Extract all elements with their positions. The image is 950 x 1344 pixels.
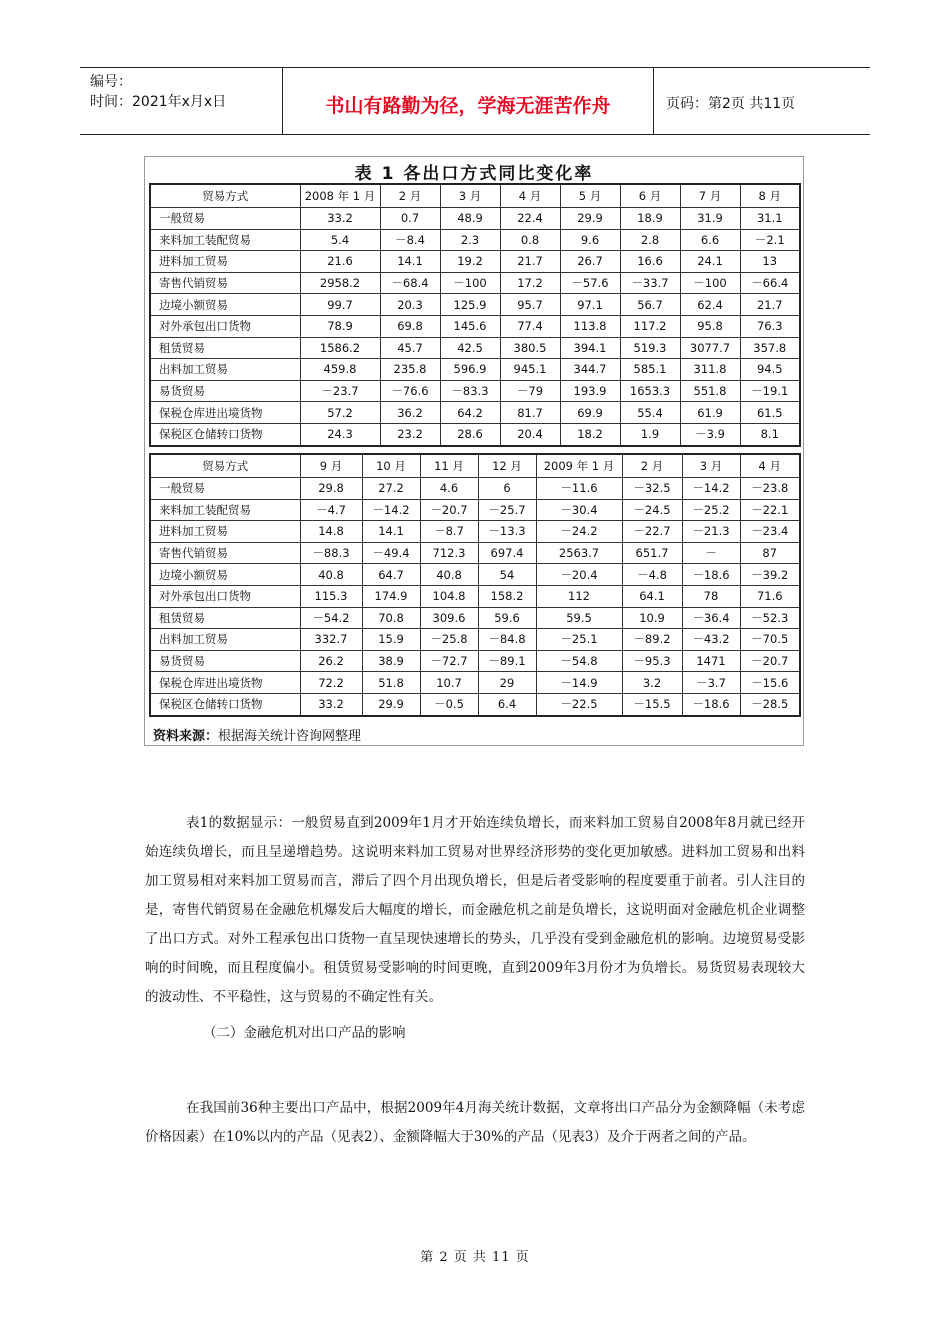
page-header xyxy=(80,67,870,135)
table-row xyxy=(150,423,800,445)
table-row xyxy=(150,478,800,500)
table-cell: 17.2 xyxy=(500,272,560,294)
table-row xyxy=(150,229,800,251)
table-cell: 16.6 xyxy=(620,251,680,273)
table-cell: 36.2 xyxy=(380,402,440,424)
trade-type-cell: 进料加工贸易 xyxy=(150,521,300,543)
table-cell: －22.1 xyxy=(740,499,800,521)
table-cell: －15.6 xyxy=(740,672,800,694)
table-source-text: 根据海关统计咨询网整理 xyxy=(218,729,362,744)
table-row xyxy=(150,359,800,381)
table-cell: －23.4 xyxy=(740,521,800,543)
table-cell: －19.1 xyxy=(740,380,800,402)
header-meta xyxy=(80,68,282,134)
table-cell: － xyxy=(682,542,740,564)
trade-type-cell: 保税区仓储转口货物 xyxy=(150,693,300,715)
table-cell: 28.6 xyxy=(440,423,500,445)
table-cell: 112 xyxy=(536,585,622,607)
table-cell: 551.8 xyxy=(680,380,740,402)
table-row xyxy=(150,542,800,564)
table-cell: 6.6 xyxy=(680,229,740,251)
table-cell: －18.6 xyxy=(682,693,740,715)
table-cell: 5.4 xyxy=(300,229,380,251)
table-cell: 14.8 xyxy=(300,521,362,543)
table-cell: －3.9 xyxy=(680,423,740,445)
table-cell: －20.7 xyxy=(420,499,478,521)
page-footer: 第 2 页 共 11 页 xyxy=(420,1250,530,1265)
table-header-cell: 2 月 xyxy=(380,184,440,208)
table-cell: 10.9 xyxy=(622,607,682,629)
trade-type-cell: 来料加工装配贸易 xyxy=(150,499,300,521)
table-row xyxy=(150,585,800,607)
table-part-2 xyxy=(149,453,801,717)
table-cell: －70.5 xyxy=(740,629,800,651)
table-cell: 77.4 xyxy=(500,315,560,337)
table-cell: －24.5 xyxy=(622,499,682,521)
trade-type-cell: 保税仓库进出境货物 xyxy=(150,402,300,424)
table-cell: －4.8 xyxy=(622,564,682,586)
table-cell: －24.2 xyxy=(536,521,622,543)
table-cell: 1653.3 xyxy=(620,380,680,402)
table-cell: 13 xyxy=(740,251,800,273)
table-cell: 94.5 xyxy=(740,359,800,381)
table-cell: －13.3 xyxy=(478,521,536,543)
table-cell: －14.2 xyxy=(682,478,740,500)
table-cell: 4.6 xyxy=(420,478,478,500)
table-cell: 18.9 xyxy=(620,208,680,230)
table-cell: 57.2 xyxy=(300,402,380,424)
table-header-cell: 10 月 xyxy=(362,454,420,478)
table-header-cell: 4 月 xyxy=(500,184,560,208)
table-cell: 3.2 xyxy=(622,672,682,694)
table-cell: 20.4 xyxy=(500,423,560,445)
table-cell: 104.8 xyxy=(420,585,478,607)
table-cell: 18.2 xyxy=(560,423,620,445)
table-header-cell: 12 月 xyxy=(478,454,536,478)
table-cell: 19.2 xyxy=(440,251,500,273)
table-cell: 1471 xyxy=(682,650,740,672)
table-cell: －84.8 xyxy=(478,629,536,651)
table-title: 表 1 各出口方式同比变化率 xyxy=(354,164,594,184)
table-header-cell: 11 月 xyxy=(420,454,478,478)
table-header-cell: 2 月 xyxy=(622,454,682,478)
trade-type-cell: 一般贸易 xyxy=(150,478,300,500)
table-cell: 29.9 xyxy=(560,208,620,230)
table-cell: 29 xyxy=(478,672,536,694)
table-cell: 31.1 xyxy=(740,208,800,230)
table-cell: －100 xyxy=(680,272,740,294)
table-cell: －21.3 xyxy=(682,521,740,543)
table-cell: 585.1 xyxy=(620,359,680,381)
table-cell: 95.7 xyxy=(500,294,560,316)
table-cell: －0.5 xyxy=(420,693,478,715)
table-cell: －95.3 xyxy=(622,650,682,672)
table-cell: 45.7 xyxy=(380,337,440,359)
table-header-cell: 8 月 xyxy=(740,184,800,208)
table-row xyxy=(150,521,800,543)
table-row xyxy=(150,499,800,521)
table-cell: 113.8 xyxy=(560,315,620,337)
table-cell: 380.5 xyxy=(500,337,560,359)
table-cell: 61.9 xyxy=(680,402,740,424)
table-cell: 69.9 xyxy=(560,402,620,424)
table-cell: 651.7 xyxy=(622,542,682,564)
table-cell: 20.3 xyxy=(380,294,440,316)
table-header-cell: 2008 年 1 月 xyxy=(300,184,380,208)
document-number-label: 编号： xyxy=(90,74,132,90)
trade-type-cell: 易货贸易 xyxy=(150,650,300,672)
table-cell: 174.9 xyxy=(362,585,420,607)
table-cell: 78 xyxy=(682,585,740,607)
trade-type-cell: 寄售代销贸易 xyxy=(150,542,300,564)
table-cell: 56.7 xyxy=(620,294,680,316)
table-cell: 9.6 xyxy=(560,229,620,251)
table-cell: 21.7 xyxy=(500,251,560,273)
table-header-cell: 3 月 xyxy=(682,454,740,478)
table-header-cell: 贸易方式 xyxy=(150,454,300,478)
table-cell: 3077.7 xyxy=(680,337,740,359)
table-cell: 332.7 xyxy=(300,629,362,651)
product-paragraph: 在我国前36种主要出口产品中，根据2009年4月海关统计数据，文章将出口产品分为金额降幅（未考虑价格因素）在10%以内的产品（见表2）、金额降幅大于30%的产品（见表3）及介于两者之间的产品。 xyxy=(145,1100,805,1145)
table-row xyxy=(150,315,800,337)
table-row xyxy=(150,650,800,672)
table-cell: 596.9 xyxy=(440,359,500,381)
table-cell: 394.1 xyxy=(560,337,620,359)
table-cell: －89.1 xyxy=(478,650,536,672)
table-cell: －89.2 xyxy=(622,629,682,651)
table-cell: 33.2 xyxy=(300,208,380,230)
trade-type-cell: 出料加工贸易 xyxy=(150,629,300,651)
table-cell: 8.1 xyxy=(740,423,800,445)
table-cell: 2.3 xyxy=(440,229,500,251)
table-part-1 xyxy=(149,183,801,447)
table-cell: 95.8 xyxy=(680,315,740,337)
table-cell: 42.5 xyxy=(440,337,500,359)
table-cell: 6.4 xyxy=(478,693,536,715)
table-cell: －30.4 xyxy=(536,499,622,521)
table-cell: 10.7 xyxy=(420,672,478,694)
table-cell: －20.4 xyxy=(536,564,622,586)
table-cell: 71.6 xyxy=(740,585,800,607)
table-cell: －11.6 xyxy=(536,478,622,500)
table-cell: －43.2 xyxy=(682,629,740,651)
table-cell: 26.2 xyxy=(300,650,362,672)
table-header-row xyxy=(150,184,800,208)
table-cell: 31.9 xyxy=(680,208,740,230)
table-cell: 40.8 xyxy=(300,564,362,586)
trade-type-cell: 对外承包出口货物 xyxy=(150,315,300,337)
table-source-label: 资料来源： xyxy=(153,729,219,744)
table-cell: －66.4 xyxy=(740,272,800,294)
trade-type-cell: 保税仓库进出境货物 xyxy=(150,672,300,694)
table-cell: 1586.2 xyxy=(300,337,380,359)
table-cell: －18.6 xyxy=(682,564,740,586)
table-cell: 145.6 xyxy=(440,315,500,337)
header-page-info: 页码：第2页 共11页 xyxy=(666,96,796,112)
header-motto: 书山有路勤为径，学海无涯苦作舟 xyxy=(282,68,654,134)
table-cell: －79 xyxy=(500,380,560,402)
table-cell: 309.6 xyxy=(420,607,478,629)
table-cell: 21.6 xyxy=(300,251,380,273)
table-row xyxy=(150,208,800,230)
table-cell: 29.9 xyxy=(362,693,420,715)
table-header-cell: 5 月 xyxy=(560,184,620,208)
table-cell: 193.9 xyxy=(560,380,620,402)
table-cell: －23.8 xyxy=(740,478,800,500)
table-cell: －76.6 xyxy=(380,380,440,402)
table-cell: 61.5 xyxy=(740,402,800,424)
table-source xyxy=(153,725,361,744)
table-row xyxy=(150,380,800,402)
table-cell: 64.2 xyxy=(440,402,500,424)
table-row xyxy=(150,607,800,629)
trade-type-cell: 寄售代销贸易 xyxy=(150,272,300,294)
table-cell: 357.8 xyxy=(740,337,800,359)
table-cell: －83.3 xyxy=(440,380,500,402)
document-time-label: 时间：2021年x月x日 xyxy=(90,94,227,110)
table-row xyxy=(150,564,800,586)
table-header-cell: 2009 年 1 月 xyxy=(536,454,622,478)
table-cell: －22.5 xyxy=(536,693,622,715)
table-cell: 26.7 xyxy=(560,251,620,273)
trade-type-cell: 一般贸易 xyxy=(150,208,300,230)
table-cell: 235.8 xyxy=(380,359,440,381)
table-cell: 72.2 xyxy=(300,672,362,694)
table-cell: 712.3 xyxy=(420,542,478,564)
table-cell: 519.3 xyxy=(620,337,680,359)
trade-type-cell: 易货贸易 xyxy=(150,380,300,402)
table-cell: 311.8 xyxy=(680,359,740,381)
table-cell: －54.2 xyxy=(300,607,362,629)
table-cell: 0.7 xyxy=(380,208,440,230)
table-cell: －100 xyxy=(440,272,500,294)
trade-type-cell: 来料加工装配贸易 xyxy=(150,229,300,251)
table-header-cell: 9 月 xyxy=(300,454,362,478)
table-cell: －2.1 xyxy=(740,229,800,251)
table-row xyxy=(150,251,800,273)
trade-type-cell: 边境小额贸易 xyxy=(150,294,300,316)
table-cell: 23.2 xyxy=(380,423,440,445)
table-cell: －33.7 xyxy=(620,272,680,294)
table-cell: 1.9 xyxy=(620,423,680,445)
table-cell: 344.7 xyxy=(560,359,620,381)
table-cell: 78.9 xyxy=(300,315,380,337)
table-cell: －36.4 xyxy=(682,607,740,629)
table-cell: 62.4 xyxy=(680,294,740,316)
table-cell: －88.3 xyxy=(300,542,362,564)
table-header-cell: 贸易方式 xyxy=(150,184,300,208)
table-cell: －25.8 xyxy=(420,629,478,651)
table-cell: 117.2 xyxy=(620,315,680,337)
table-cell: －25.7 xyxy=(478,499,536,521)
trade-type-cell: 租赁贸易 xyxy=(150,607,300,629)
section-subheading: （二）金融危机对出口产品的影响 xyxy=(203,1025,406,1041)
table-cell: －3.7 xyxy=(682,672,740,694)
table-row xyxy=(150,629,800,651)
table-cell: 24.1 xyxy=(680,251,740,273)
table-cell: 29.8 xyxy=(300,478,362,500)
table-cell: 64.1 xyxy=(622,585,682,607)
table-cell: 459.8 xyxy=(300,359,380,381)
table-cell: －14.9 xyxy=(536,672,622,694)
table-cell: －32.5 xyxy=(622,478,682,500)
table-cell: 2563.7 xyxy=(536,542,622,564)
table-cell: 21.7 xyxy=(740,294,800,316)
table-cell: 697.4 xyxy=(478,542,536,564)
table-cell: －8.7 xyxy=(420,521,478,543)
table-cell: 22.4 xyxy=(500,208,560,230)
table-row xyxy=(150,402,800,424)
table-cell: 59.6 xyxy=(478,607,536,629)
table-cell: －72.7 xyxy=(420,650,478,672)
trade-type-cell: 进料加工贸易 xyxy=(150,251,300,273)
table-cell: 38.9 xyxy=(362,650,420,672)
table-cell: －20.7 xyxy=(740,650,800,672)
table-cell: 76.3 xyxy=(740,315,800,337)
table-cell: 945.1 xyxy=(500,359,560,381)
table-cell: －15.5 xyxy=(622,693,682,715)
table-cell: 48.9 xyxy=(440,208,500,230)
table-cell: 51.8 xyxy=(362,672,420,694)
table-cell: 99.7 xyxy=(300,294,380,316)
table-cell: 97.1 xyxy=(560,294,620,316)
table-cell: 70.8 xyxy=(362,607,420,629)
table-row xyxy=(150,294,800,316)
table-cell: －28.5 xyxy=(740,693,800,715)
export-table-figure xyxy=(144,156,804,746)
table-cell: －54.8 xyxy=(536,650,622,672)
table-cell: 33.2 xyxy=(300,693,362,715)
trade-type-cell: 保税区仓储转口货物 xyxy=(150,423,300,445)
table-cell: －39.2 xyxy=(740,564,800,586)
table-header-cell: 7 月 xyxy=(680,184,740,208)
table-cell: －25.1 xyxy=(536,629,622,651)
table-part-2-body xyxy=(150,454,800,716)
table-row xyxy=(150,672,800,694)
table-cell: 69.8 xyxy=(380,315,440,337)
table-cell: 2.8 xyxy=(620,229,680,251)
table-cell: 64.7 xyxy=(362,564,420,586)
table-header-cell: 3 月 xyxy=(440,184,500,208)
trade-type-cell: 租赁贸易 xyxy=(150,337,300,359)
table-header-cell: 4 月 xyxy=(740,454,800,478)
table-cell: 59.5 xyxy=(536,607,622,629)
table-cell: 15.9 xyxy=(362,629,420,651)
table-cell: 27.2 xyxy=(362,478,420,500)
table-cell: 2958.2 xyxy=(300,272,380,294)
table-cell: 14.1 xyxy=(362,521,420,543)
table-cell: －23.7 xyxy=(300,380,380,402)
table-cell: －8.4 xyxy=(380,229,440,251)
table-cell: 40.8 xyxy=(420,564,478,586)
table-row xyxy=(150,693,800,715)
table-cell: 0.8 xyxy=(500,229,560,251)
table-cell: 81.7 xyxy=(500,402,560,424)
table-part-1-body xyxy=(150,184,800,446)
table-cell: 24.3 xyxy=(300,423,380,445)
analysis-paragraph: 表1的数据显示：一般贸易直到2009年1月才开始连续负增长，而来料加工贸易自2008年8月就已经开始连续负增长，而且呈递增趋势。这说明来料加工贸易对世界经济形势的变化更加敏感。进料加工贸易和出料加工贸易相对来料加工贸易而言，滞后了四个月出现负增长，但是后者受影响的程度要重于前者。引人注目的是，寄售代销贸易在金融危机爆发后大幅度的增长，而金融危机之前是负增长，这说明面对金融危机企业调整了出口方式。对外工程承包出口货物一直呈现快速增长的势头，几乎没有受到金融危机的影响。边境贸易受影响的时间晚，而且程度偏小。租赁贸易受影响的时间更晚，直到2009年3月份才为负增长。易货贸易表现较大的波动性、不平稳性，这与贸易的不确定性有关。 xyxy=(145,815,805,1005)
table-cell: 115.3 xyxy=(300,585,362,607)
table-cell: 55.4 xyxy=(620,402,680,424)
table-header-row xyxy=(150,454,800,478)
trade-type-cell: 出料加工贸易 xyxy=(150,359,300,381)
table-cell: 87 xyxy=(740,542,800,564)
table-cell: 14.1 xyxy=(380,251,440,273)
table-cell: 6 xyxy=(478,478,536,500)
table-row xyxy=(150,272,800,294)
table-cell: 54 xyxy=(478,564,536,586)
trade-type-cell: 边境小额贸易 xyxy=(150,564,300,586)
table-header-cell: 6 月 xyxy=(620,184,680,208)
table-row xyxy=(150,337,800,359)
table-cell: －52.3 xyxy=(740,607,800,629)
table-cell: 158.2 xyxy=(478,585,536,607)
trade-type-cell: 对外承包出口货物 xyxy=(150,585,300,607)
table-cell: －22.7 xyxy=(622,521,682,543)
table-cell: －57.6 xyxy=(560,272,620,294)
table-cell: 125.9 xyxy=(440,294,500,316)
table-cell: －14.2 xyxy=(362,499,420,521)
table-cell: －25.2 xyxy=(682,499,740,521)
table-cell: －68.4 xyxy=(380,272,440,294)
table-cell: －49.4 xyxy=(362,542,420,564)
table-cell: －4.7 xyxy=(300,499,362,521)
